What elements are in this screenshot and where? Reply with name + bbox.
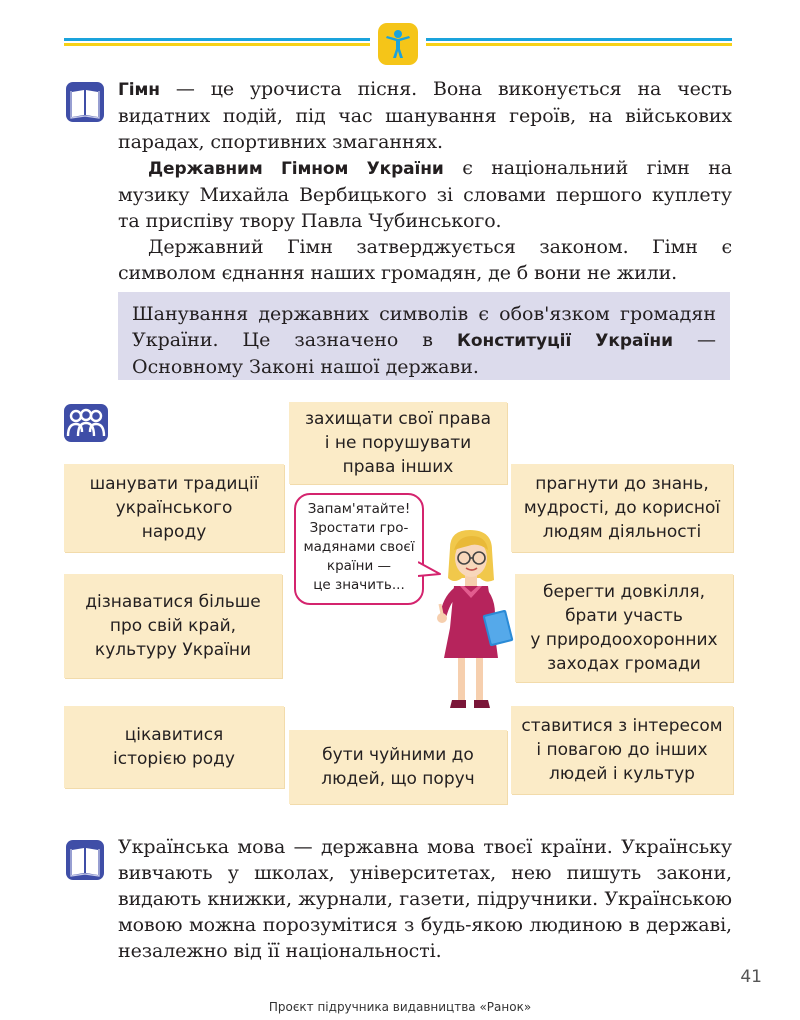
note-line: цікавитися [124,725,224,745]
note-line: і не порушувати [324,433,472,453]
open-book-icon [66,840,104,880]
note-line: заходах громади [547,654,701,674]
note-line: культуру України [94,640,252,660]
bubble-line: це значить... [313,577,405,593]
language-text [118,834,732,964]
note-line: мудрості, до корисної [523,498,721,518]
note-family-history [64,706,284,788]
note-protect-rights [289,402,507,484]
note-line: про свій край, [109,616,237,636]
bubble-line: Запам'ятайте! [307,501,411,517]
note-line: народу [141,522,207,542]
note-respect-cultures [511,706,733,794]
note-line: бути чуйними до [322,745,474,765]
constitution-term: Конституції України [456,331,673,351]
note-line: людям діяльності [542,522,702,542]
child-figure-icon [378,23,418,65]
note-line: права інших [342,457,454,477]
state-anthem-term: Державним Гімном України [148,159,444,179]
note-line: українського [115,498,233,518]
anthem-law-paragraph: Державний Гімн затверджується законом. Гімн є символом єднання наших громадян, де б вони не жили. [118,236,732,284]
bubble-line: мадянами своєї [303,539,415,555]
constitution-note [118,292,730,380]
note-line: у природоохоронних [530,630,718,650]
state-anthem-description: є національний гімн на музику Михайла Вербицького зі словами першого куплету та приспіву твору Павла Чубинського. [118,157,732,232]
note-learn-region [64,574,282,678]
open-book-icon [66,82,104,122]
teacher-illustration [428,528,520,714]
note-text-after: — Основному Законі нашої держави. [132,329,716,378]
page-number: 41 [740,967,762,987]
note-line: людей, що поруч [321,769,475,789]
note-text-before: Шанування державних символів є обов'язком громадян України. Це зазначено в [132,303,716,351]
bubble-line: Зростати гро- [309,520,409,536]
language-paragraph: Українська мова — державна мова твоєї країни. Українську вивчають у школах, університетах, нею пишуть закони, видають книжки, журнали, газети, підручники. Українською мовою можна порозумітися з будь-якою людиною в державі, незалежно від її національності. [118,836,732,962]
note-line: захищати свої права [304,409,491,429]
note-line: прагнути до знань, [535,474,709,494]
footer-credit: Проєкт підручника видавництва «Ранок» [268,1000,532,1014]
note-line: ставитися з інтересом [521,716,723,736]
anthem-definition: — це урочиста пісня. Вона виконується на честь видатних подій, під час шанування героїв, на військових парадах, спортивних змаганнях. [118,78,732,153]
note-line: берегти довкілля, [542,582,705,602]
speech-bubble [294,493,424,605]
note-strive-knowledge [511,464,733,552]
note-line: і повагою до інших [536,740,708,760]
note-line: шанувати традиції [89,474,259,494]
note-protect-environment [515,574,733,682]
note-honor-traditions [64,464,284,552]
note-line: дізнаватися більше [85,592,261,612]
anthem-term: Гімн [118,80,160,100]
note-line: історією роду [113,749,235,769]
note-line: людей і культур [549,764,695,784]
group-of-people-icon [64,404,108,442]
note-line: брати участь [565,606,683,626]
anthem-text [118,76,732,286]
bubble-line: країни — [326,558,392,574]
note-be-kind [289,730,507,804]
